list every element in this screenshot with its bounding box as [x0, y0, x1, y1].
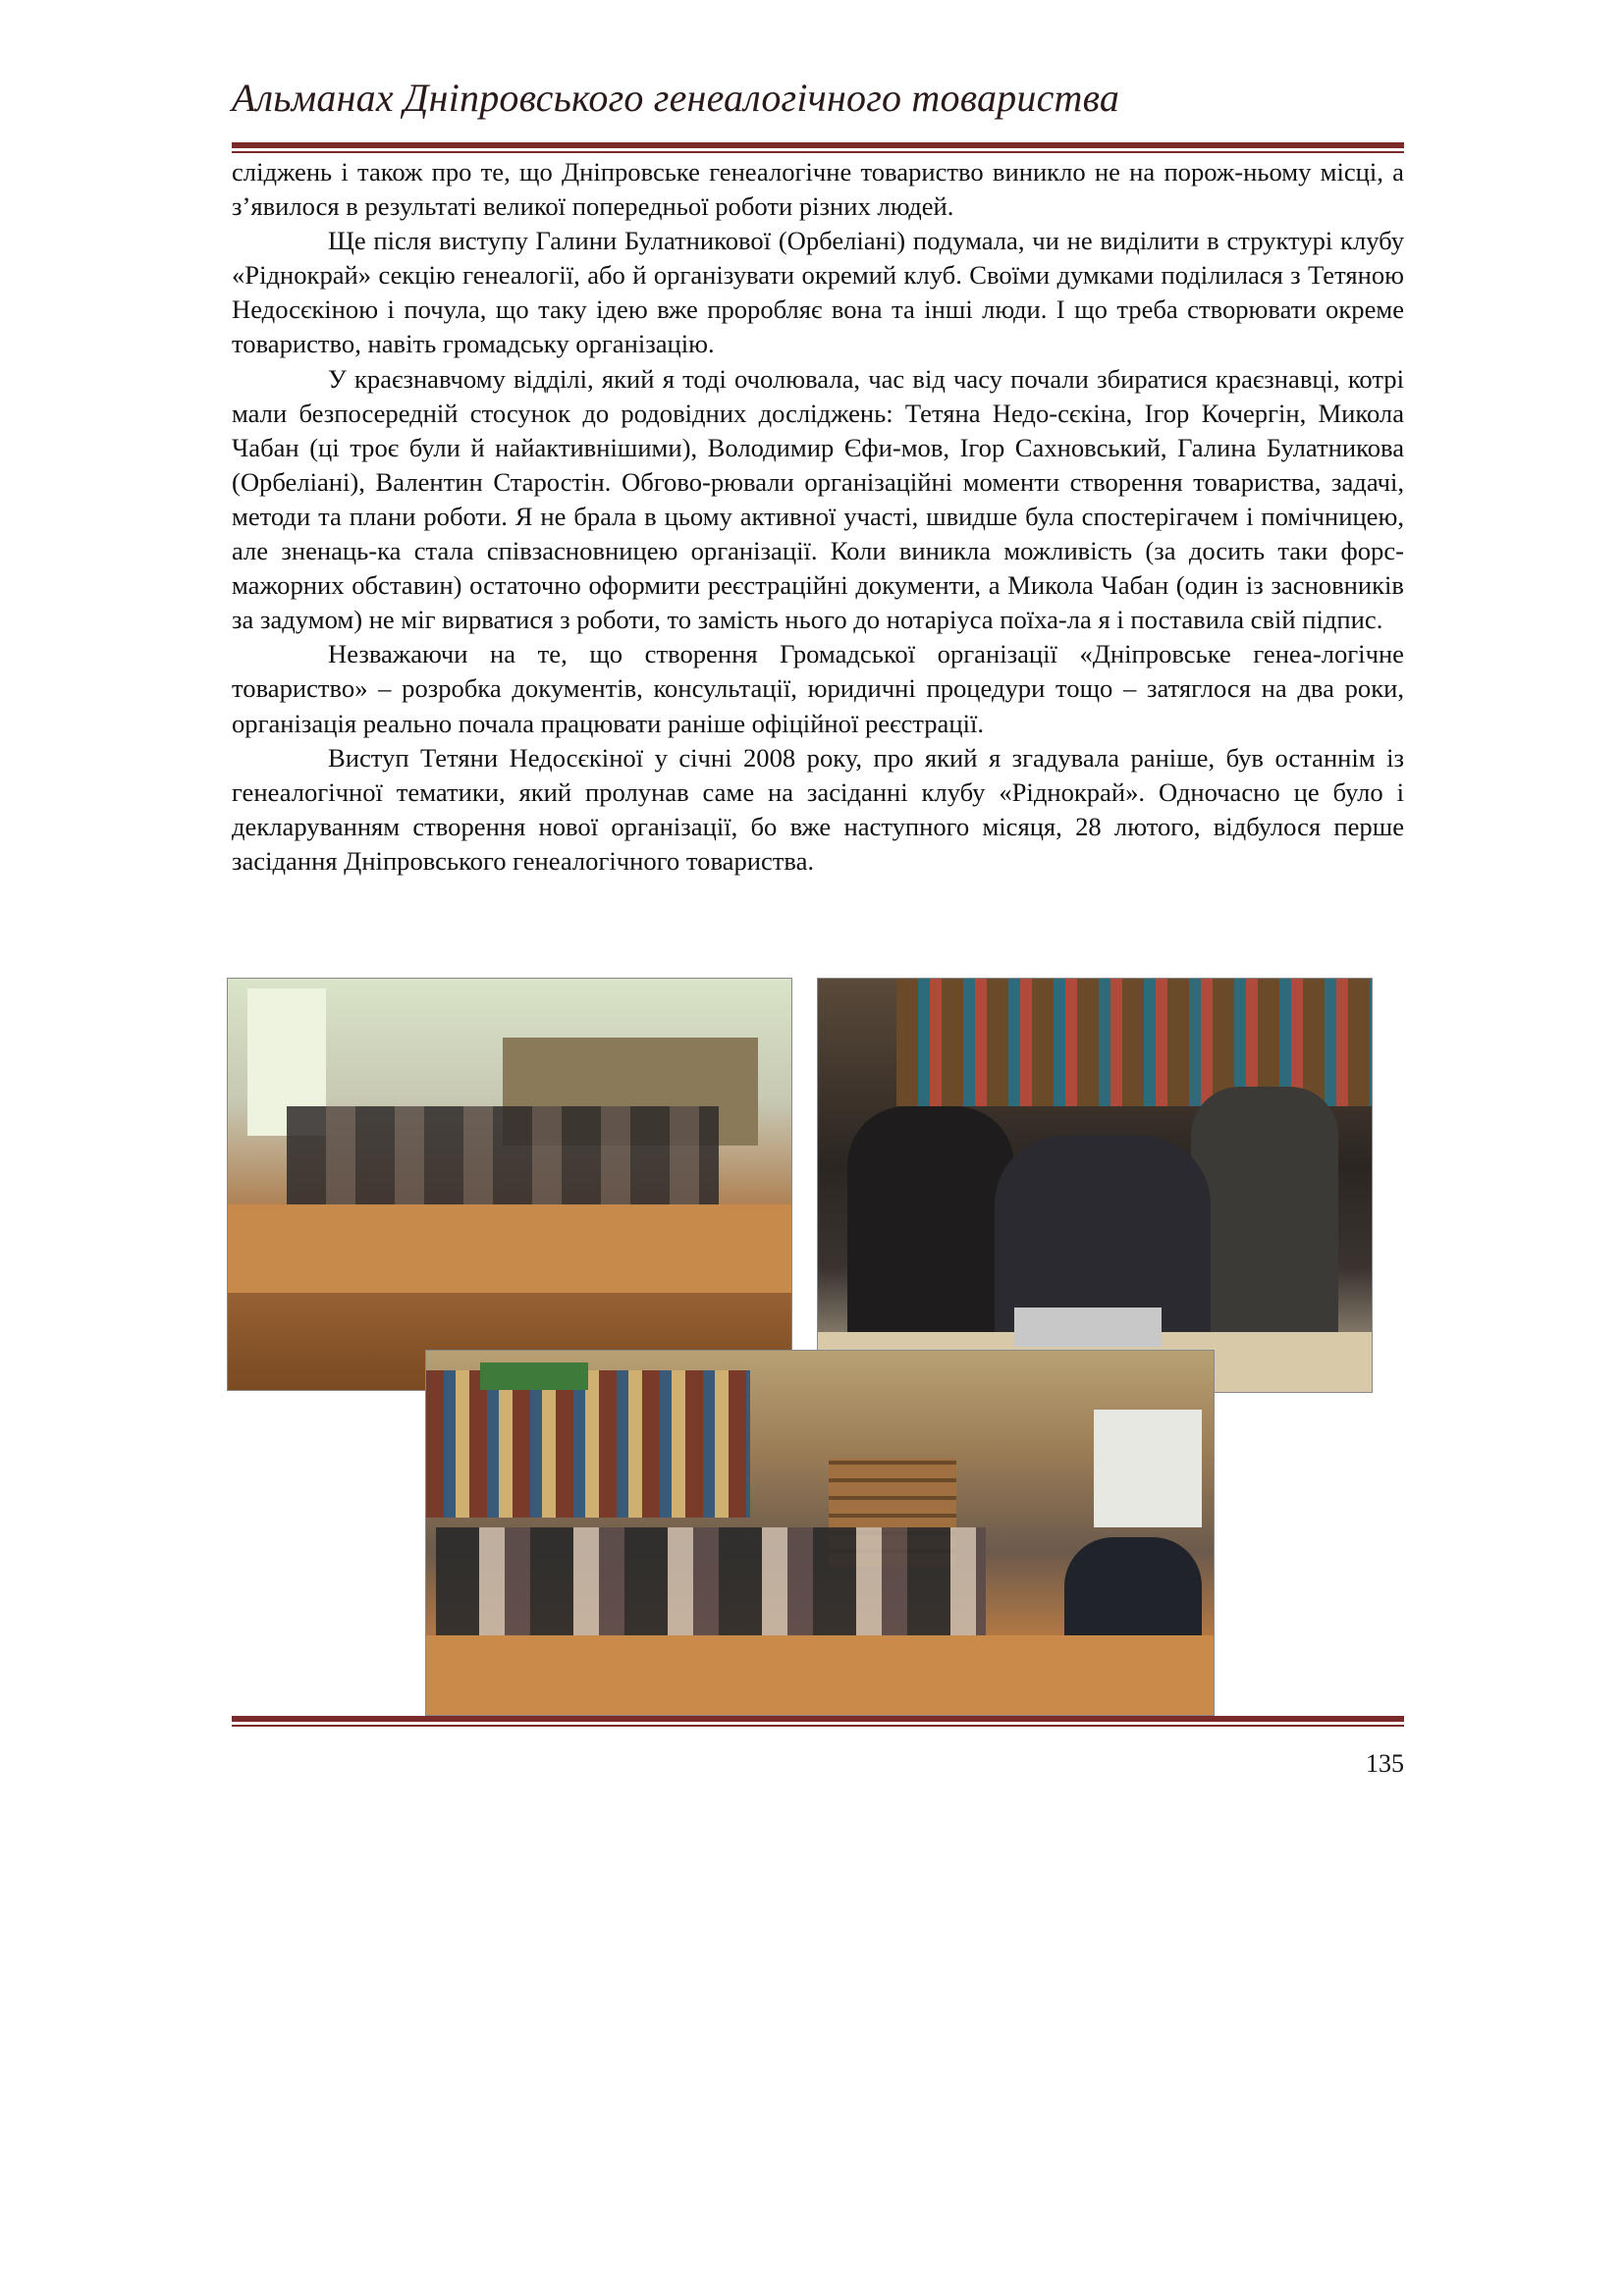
body-text: [232, 155, 1404, 879]
paragraph: Виступ Тетяни Недосєкіної у січні 2008 року, про який я згадувала раніше, був останнім із генеалогічної тематики, який пролунав саме на засіданні клубу «Ріднокрай». Одночасно це було і декларуванням створення нової організації, бо вже наступного місяця, 28 лютого, відбулося перше засідання Дніпровського генеалогічного товариства.: [232, 742, 1404, 876]
paragraph: У краєзнавчому відділі, який я тоді очолювала, час від часу почали збиратися краєзнавці, котрі мали безпосередній стосунок до родовідних досліджень: Тетяна Недо-сєкіна, Ігор Кочергін, Микола Чабан (ці троє були й найактивнішими), Володимир Єфи-мов, Ігор Сахновський, Галина Булатникова (Орбеліані), Валентин Старостін. Обгово-рювали організаційні моменти створення товариства, задачі, методи та плани роботи. Я не брала в цьому активної участі, швидше була спостерігачем і помічницею, але зненаць-ка стала співзасновницею організації. Коли виникла можливість (за досить таки форс-мажорних обставин) остаточно оформити реєстраційні документи, а Микола Чабан (один із засновників за задумом) не міг вирватися з роботи, то замість нього до нотаріуса поїха-ла я і поставила свій підпис.: [232, 363, 1404, 635]
paragraph: сліджень і також про те, що Дніпровське генеалогічне товариство виникло не на порож-ньому місці, а з’явилося в результаті великої попередньої роботи різних людей.: [232, 157, 1404, 222]
paragraph: Незважаючи на те, що створення Громадської організації «Дніпровське генеа-логічне товариство» – розробка документів, консультації, юридичні процедури тощо – затяглося на два роки, організація реально почала працювати раніше офіційної реєстрації.: [232, 639, 1404, 738]
footer-rule: [232, 1716, 1404, 1727]
photo-three-men: [817, 978, 1373, 1393]
paragraph: Ще після виступу Галини Булатникової (Орбеліані) подумала, чи не виділити в структурі клубу «Ріднокрай» секцію генеалогії, або й організувати окремий клуб. Своїми думками поділилася з Тетяною Недосєкіною і почула, що таку ідею вже проробляє вона та інші люди. І що треба створювати окреме товариство, навіть громадську організацію.: [232, 226, 1404, 359]
header-rule: [232, 142, 1404, 153]
photo-audience: [425, 1350, 1215, 1716]
page-number: 135: [1366, 1749, 1404, 1778]
photo-meeting-room: [227, 978, 792, 1391]
running-header: Альманах Дніпровського генеалогічного товариства: [232, 76, 1120, 120]
